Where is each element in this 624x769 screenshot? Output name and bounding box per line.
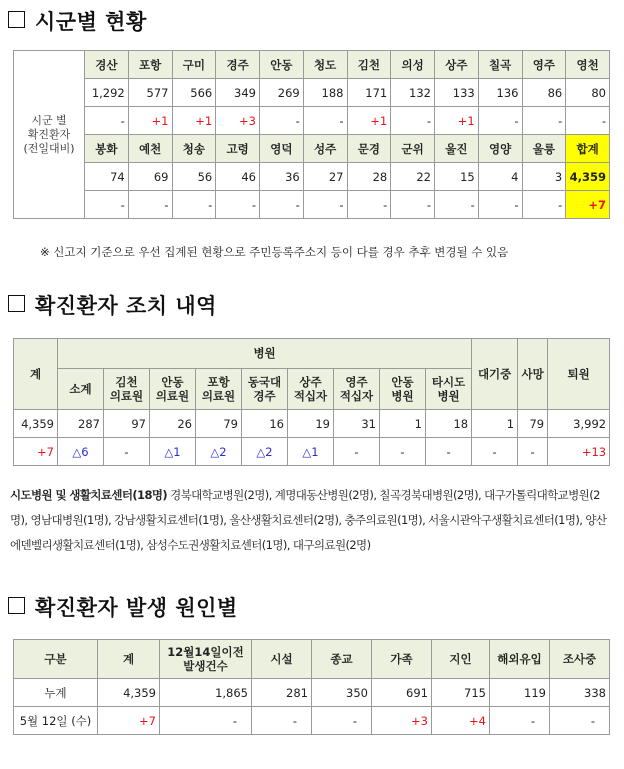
- action-value-cell: -: [472, 438, 518, 466]
- header-hospital-cell: 안동 병원: [380, 368, 426, 409]
- cause-value-cell: +3: [372, 707, 432, 735]
- header-waiting-cell: 대기중: [472, 339, 518, 410]
- header-discharged-cell: 퇴원: [548, 339, 610, 410]
- city-change-cell: -: [347, 191, 391, 219]
- city-count-cell: 80: [566, 79, 610, 107]
- city-count-cell: 171: [347, 79, 391, 107]
- city-count-cell: 269: [260, 79, 304, 107]
- checkbox-square-icon: [8, 11, 25, 28]
- city-count-cell: 349: [216, 79, 260, 107]
- checkbox-square-icon: [8, 295, 25, 312]
- action-value-cell: +13: [548, 438, 610, 466]
- section-title-city-status: 시군별 현황: [8, 6, 147, 36]
- city-count-cell: 132: [391, 79, 435, 107]
- cause-value-cell: 338: [550, 679, 610, 707]
- action-data-row: [14, 438, 610, 466]
- action-header-row: [14, 339, 610, 369]
- city-header-row: [14, 135, 610, 163]
- header-hospital-cell: 포항 의료원: [196, 368, 242, 409]
- cause-value-cell: 715: [432, 679, 490, 707]
- city-count-cell: 4: [478, 163, 522, 191]
- cause-header-row: [14, 640, 610, 679]
- section-title-patient-action: 확진환자 조치 내역: [8, 290, 217, 320]
- city-name-cell: 영양: [478, 135, 522, 163]
- cause-header-cell: 종교: [312, 640, 372, 679]
- city-count-cell: 566: [172, 79, 216, 107]
- action-value-cell: 3,992: [548, 410, 610, 438]
- city-name-cell: 영덕: [260, 135, 304, 163]
- footnote: ※ 신고지 기준으로 우선 집계된 현황으로 주민등록주소지 등이 다를 경우 추후 변경될 수 있음: [40, 245, 509, 259]
- city-count-cell: 28: [347, 163, 391, 191]
- header-hospital-cell: 안동 의료원: [150, 368, 196, 409]
- paragraph-text: 경북대학교병원(2명), 계명대동산병원(2명), 칠곡경북대병원(2명), 대구가톨릭대학교병원(2명), 영남대병원(1명), 강남생활치료센터(1명), 울산생활치료센터(2명), 충주의료원(1명), 서울시관악구생활치료센터(1명), 양산에덴벨리생활치료센터(1명), 삼성수도권생활치료센터(1명), 대구의료원(2명): [10, 488, 607, 552]
- cause-value-cell: 281: [252, 679, 312, 707]
- cause-value-cell: 4,359: [98, 679, 160, 707]
- city-count-cell: 27: [303, 163, 347, 191]
- cause-header-cell: 12월14일이전 발생건수: [160, 640, 252, 679]
- action-value-cell: △2: [242, 438, 288, 466]
- city-count-cell: 577: [128, 79, 172, 107]
- header-hospital-cell: 김천 의료원: [104, 368, 150, 409]
- city-name-cell: 합계: [566, 135, 610, 163]
- header-hospital-group-cell: 병원: [58, 339, 472, 369]
- cause-header-cell: 지인: [432, 640, 490, 679]
- action-value-cell: 4,359: [14, 410, 58, 438]
- paragraph-bold-label: 시도병원 및 생활치료센터(18명): [10, 488, 168, 502]
- action-value-cell: -: [380, 438, 426, 466]
- city-status-table: [13, 50, 610, 219]
- city-header-row: [14, 51, 610, 79]
- action-value-cell: 79: [518, 410, 548, 438]
- city-name-cell: 김천: [347, 51, 391, 79]
- city-change-cell: -: [391, 191, 435, 219]
- cause-value-cell: -: [160, 707, 252, 735]
- cause-header-cell: 조사중: [550, 640, 610, 679]
- cause-table: [13, 639, 610, 735]
- city-name-cell: 의성: [391, 51, 435, 79]
- city-count-cell: 1,292: [85, 79, 129, 107]
- city-change-cell: +1: [128, 107, 172, 135]
- city-change-cell: +1: [172, 107, 216, 135]
- city-count-cell: 22: [391, 163, 435, 191]
- action-value-cell: △2: [196, 438, 242, 466]
- city-count-cell: 56: [172, 163, 216, 191]
- city-count-cell: 69: [128, 163, 172, 191]
- cause-data-row: [14, 707, 610, 735]
- action-value-cell: -: [426, 438, 472, 466]
- city-count-row: [14, 163, 610, 191]
- city-count-cell: 188: [303, 79, 347, 107]
- city-name-cell: 군위: [391, 135, 435, 163]
- action-value-cell: 19: [288, 410, 334, 438]
- city-change-cell: -: [128, 191, 172, 219]
- action-value-cell: 18: [426, 410, 472, 438]
- city-name-cell: 상주: [435, 51, 479, 79]
- city-change-row: [14, 191, 610, 219]
- action-value-cell: +7: [14, 438, 58, 466]
- cause-value-cell: 1,865: [160, 679, 252, 707]
- city-name-cell: 영주: [522, 51, 566, 79]
- action-value-cell: -: [334, 438, 380, 466]
- city-change-cell: -: [172, 191, 216, 219]
- city-name-cell: 울진: [435, 135, 479, 163]
- city-change-cell: -: [85, 191, 129, 219]
- header-hospital-cell: 상주 적십자: [288, 368, 334, 409]
- city-change-cell: -: [260, 107, 304, 135]
- city-change-cell: -: [478, 107, 522, 135]
- city-name-cell: 청도: [303, 51, 347, 79]
- cause-value-cell: 119: [490, 679, 550, 707]
- city-change-cell: -: [391, 107, 435, 135]
- city-change-cell: -: [522, 107, 566, 135]
- city-count-cell: 15: [435, 163, 479, 191]
- action-data-row: [14, 410, 610, 438]
- action-value-cell: 31: [334, 410, 380, 438]
- city-name-cell: 봉화: [85, 135, 129, 163]
- city-name-cell: 경산: [85, 51, 129, 79]
- action-value-cell: △6: [58, 438, 104, 466]
- action-value-cell: 287: [58, 410, 104, 438]
- action-value-cell: -: [518, 438, 548, 466]
- city-change-cell: -: [566, 107, 610, 135]
- action-value-cell: 16: [242, 410, 288, 438]
- cause-value-cell: -: [490, 707, 550, 735]
- cause-value-cell: -: [252, 707, 312, 735]
- city-change-cell: -: [303, 191, 347, 219]
- header-hospital-cell: 영주 적십자: [334, 368, 380, 409]
- city-name-cell: 칠곡: [478, 51, 522, 79]
- action-value-cell: 26: [150, 410, 196, 438]
- city-count-cell: 3: [522, 163, 566, 191]
- cause-value-cell: 누계: [14, 679, 98, 707]
- cause-header-cell: 시설: [252, 640, 312, 679]
- action-value-cell: 97: [104, 410, 150, 438]
- city-change-cell: -: [85, 107, 129, 135]
- city-count-cell: 4,359: [566, 163, 610, 191]
- cause-value-cell: +4: [432, 707, 490, 735]
- cause-value-cell: +7: [98, 707, 160, 735]
- cause-header-cell: 해외유입: [490, 640, 550, 679]
- header-death-cell: 사망: [518, 339, 548, 410]
- city-change-cell: -: [522, 191, 566, 219]
- action-value-cell: 79: [196, 410, 242, 438]
- patient-action-table: [13, 338, 610, 466]
- checkbox-square-icon: [8, 597, 25, 614]
- action-value-cell: -: [104, 438, 150, 466]
- city-name-cell: 울릉: [522, 135, 566, 163]
- city-change-row: [14, 107, 610, 135]
- city-count-row: [14, 79, 610, 107]
- city-change-cell: +7: [566, 191, 610, 219]
- city-name-cell: 포항: [128, 51, 172, 79]
- header-subtotal-cell: 소계: [58, 368, 104, 409]
- cause-value-cell: -: [312, 707, 372, 735]
- city-count-cell: 133: [435, 79, 479, 107]
- city-count-cell: 36: [260, 163, 304, 191]
- cause-value-cell: 5월 12일 (수): [14, 707, 98, 735]
- action-value-cell: 1: [380, 410, 426, 438]
- cause-header-cell: 구분: [14, 640, 98, 679]
- city-name-cell: 문경: [347, 135, 391, 163]
- header-total-cell: 계: [14, 339, 58, 410]
- city-count-cell: 86: [522, 79, 566, 107]
- action-value-cell: △1: [150, 438, 196, 466]
- city-change-cell: -: [478, 191, 522, 219]
- city-count-cell: 136: [478, 79, 522, 107]
- section-title-cause: 확진환자 발생 원인별: [8, 592, 238, 622]
- city-name-cell: 안동: [260, 51, 304, 79]
- city-change-cell: +1: [435, 107, 479, 135]
- cause-header-cell: 계: [98, 640, 160, 679]
- cause-data-row: [14, 679, 610, 707]
- header-hospital-cell: 동국대 경주: [242, 368, 288, 409]
- cause-value-cell: 350: [312, 679, 372, 707]
- action-value-cell: 1: [472, 410, 518, 438]
- city-name-cell: 고령: [216, 135, 260, 163]
- city-change-cell: -: [216, 191, 260, 219]
- cause-value-cell: 691: [372, 679, 432, 707]
- city-change-cell: -: [303, 107, 347, 135]
- action-value-cell: △1: [288, 438, 334, 466]
- header-hospital-cell: 타시도 병원: [426, 368, 472, 409]
- city-name-cell: 성주: [303, 135, 347, 163]
- city-change-cell: +1: [347, 107, 391, 135]
- city-count-cell: 46: [216, 163, 260, 191]
- city-change-cell: -: [260, 191, 304, 219]
- city-name-cell: 예천: [128, 135, 172, 163]
- city-name-cell: 경주: [216, 51, 260, 79]
- city-change-cell: +3: [216, 107, 260, 135]
- side-label-cell: 시군 별 확진환자 (전일대비): [14, 51, 85, 219]
- city-name-cell: 구미: [172, 51, 216, 79]
- city-name-cell: 청송: [172, 135, 216, 163]
- cause-value-cell: -: [550, 707, 610, 735]
- cause-header-cell: 가족: [372, 640, 432, 679]
- city-count-cell: 74: [85, 163, 129, 191]
- city-change-cell: -: [435, 191, 479, 219]
- city-name-cell: 영천: [566, 51, 610, 79]
- hospital-detail-paragraph: [10, 483, 616, 558]
